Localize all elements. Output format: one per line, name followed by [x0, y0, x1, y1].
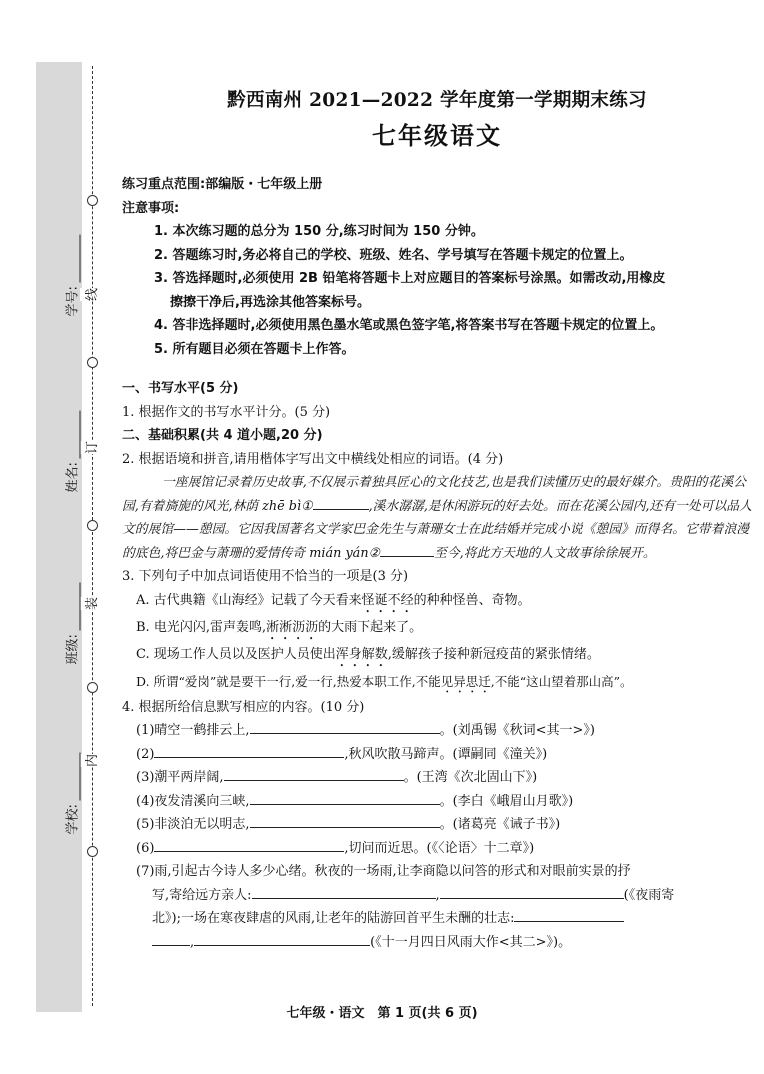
note-item: 3. 答选择题时,必须使用 2B 铅笔将答题卡上对应题目的答案标号涂黑。如需改动,用橡皮 [154, 271, 666, 286]
recite-item-7-line-3 [122, 907, 752, 931]
option-d[interactable] [122, 670, 752, 696]
dotted-word: 淅淅沥沥 [266, 619, 319, 635]
exam-title: 黔西南州 2021—2022 学年度第一学期期末练习 [227, 90, 647, 111]
field-underline [68, 234, 81, 282]
answer-blank[interactable] [313, 495, 369, 510]
hole-mark [87, 682, 98, 693]
note-item: 5. 所有题目必须在答题卡上作答。 [154, 341, 355, 357]
hole-mark [87, 195, 98, 206]
recite-item-5 [122, 813, 752, 837]
option-text: C. 现场工作人员以及医护人员使出 [136, 646, 336, 662]
exam-scope: 练习重点范围:部编版・七年级上册 [122, 177, 323, 192]
option-c[interactable] [122, 643, 752, 670]
recite-text: 。(李白《峨眉山月歌》) [439, 793, 574, 809]
field-underline [68, 582, 81, 630]
option-b[interactable] [122, 616, 752, 643]
recite-text: 。(王湾《次北固山下》) [403, 770, 538, 785]
student-id-field[interactable] [62, 227, 81, 317]
dotted-word: 见异思迁 [440, 673, 491, 689]
question-4: 4. 根据所给信息默写相应的内容。(10 分) [122, 699, 365, 715]
answer-blank[interactable] [250, 790, 440, 805]
field-label: 学校: [65, 804, 81, 835]
recite-text: (2) [136, 746, 155, 762]
name-field[interactable] [62, 403, 81, 493]
field-underline [68, 752, 81, 800]
exam-subtitle: 七年级语文 [372, 121, 502, 150]
answer-blank[interactable] [380, 542, 434, 557]
note-item: 擦擦干净后,再选涂其他答案标号。 [170, 294, 370, 310]
school-field[interactable] [62, 745, 81, 835]
cut-mark-ding: 订 [80, 441, 101, 454]
hole-mark [87, 846, 98, 857]
recite-text: (1)晴空一鹤排云上, [136, 723, 250, 738]
recite-text: (《夜雨寄 [623, 887, 675, 903]
recite-text: 北》);一场在寒夜肆虐的风雨,让老年的陆游回首平生未酬的壮志: [152, 911, 515, 926]
cut-mark-xian: 线 [80, 288, 101, 301]
recite-text: 写,寄给远方亲人: [152, 887, 252, 903]
answer-blank[interactable] [194, 931, 370, 946]
recite-item-6 [122, 837, 752, 861]
passage-text: 至今,将此方天地的人文故事徐徐展开。 [434, 545, 656, 561]
option-a[interactable] [122, 589, 752, 616]
question-1: 1. 根据作文的书写水平计分。(5 分) [122, 404, 331, 420]
passage-text: ,溪水潺潺,是休闲游玩的好去处。而在花溪公园内,还有一处可以品人文的展馆——憩园。它因我国著名文学家巴金先生与萧珊女士在此结婚并完成小说《憩园》而得名。它带着浪漫的底色,将巴金与萧珊的爱情传奇 mián yán② [122, 498, 752, 561]
notes-title: 注意事项: [122, 200, 180, 216]
cut-line [92, 66, 93, 1006]
option-text: ,不能“这山望着那山高”。 [490, 673, 633, 689]
option-text: D. 所谓“爱岗”就是要干一行,爱一行,热爱本职工作,不能 [136, 673, 441, 689]
recite-text: , [190, 934, 195, 950]
field-label: 学号: [65, 286, 81, 317]
dotted-word: 浑身解数 [335, 646, 388, 662]
cut-mark-nei: 内 [80, 754, 101, 767]
answer-blank[interactable] [514, 907, 624, 922]
note-item: 2. 答题练习时,务必将自己的学校、班级、姓名、学号填写在答题卡规定的位置上。 [154, 247, 633, 263]
question-2-passage [122, 471, 752, 565]
answer-blank[interactable] [252, 884, 436, 899]
note-item: 4. 答非选择题时,必须使用黑色墨水笔或黑色签字笔,将答案书写在答题卡规定的位置上。 [154, 318, 664, 333]
recite-item-7: (7)雨,引起古今诗人多少心绪。秋夜的一场雨,让李商隐以问答的形式和对眼前实景的抒 [136, 864, 631, 879]
recite-text: ,切问而近思。(《〈论语〉十二章》) [344, 840, 535, 856]
answer-blank[interactable] [250, 719, 440, 734]
recite-text: , [435, 887, 440, 903]
answer-blank[interactable] [250, 813, 440, 828]
recite-item-3 [122, 766, 752, 790]
recite-text: (6) [136, 840, 155, 856]
option-text: 的大雨下起来了。 [318, 619, 423, 635]
recite-item-7-line-4 [122, 931, 752, 955]
question-2: 2. 根据语境和拼音,请用楷体字写出文中横线处相应的词语。(4 分) [122, 451, 504, 467]
recite-item-2 [122, 743, 752, 767]
page-footer: 七年级・语文 第 1 页(共 6 页) [286, 1006, 478, 1021]
answer-blank[interactable] [224, 766, 404, 781]
recite-text: (5)非淡泊无以明志, [136, 817, 250, 832]
recite-text: (3)潮平两岸阔, [136, 770, 224, 785]
cut-mark-zhuang: 装 [80, 597, 101, 610]
answer-blank[interactable] [152, 931, 190, 946]
recite-text: 。(刘禹锡《秋词<其一>》) [439, 723, 595, 738]
passage-text: 一座展馆记录着历史故事,不仅展示着独具匠心的文化技艺,也是我们读懂历史的最好媒介。贵阳的花溪公园,有着旖旎的风光,林荫 zhē bì① [122, 475, 746, 514]
recite-item-1 [122, 719, 752, 743]
hole-mark [87, 357, 98, 368]
exam-content [122, 86, 752, 954]
field-label: 姓名: [65, 462, 81, 493]
binding-margin [36, 62, 82, 1012]
option-text: B. 电光闪闪,雷声轰鸣, [136, 619, 267, 635]
recite-text: 。(诸葛亮《诫子书》) [439, 817, 561, 832]
recite-text: ,秋风吹散马蹄声。(谭嗣同《潼关》) [344, 746, 548, 762]
option-text: A. 古代典籍《山海经》记载了今天看来 [136, 592, 362, 608]
field-underline [68, 410, 81, 458]
section-1-title: 一、书写水平(5 分) [122, 381, 239, 396]
option-text: 的种种怪兽、奇物。 [413, 592, 531, 608]
recite-item-7-line-2 [122, 884, 752, 908]
question-3: 3. 下列句子中加点词语使用不恰当的一项是(3 分) [122, 569, 409, 584]
option-text: ,缓解孩子接种新冠疫苗的紧张情绪。 [387, 646, 600, 662]
answer-blank[interactable] [154, 837, 344, 852]
recite-text: (4)夜发清溪向三峡, [136, 793, 250, 809]
class-field[interactable] [62, 575, 81, 665]
recite-text: (《十一月四日风雨大作<其二>》)。 [370, 934, 572, 950]
answer-blank[interactable] [440, 884, 624, 899]
answer-blank[interactable] [154, 743, 344, 758]
dotted-word: 怪诞不经 [361, 592, 414, 608]
note-item: 1. 本次练习题的总分为 150 分,练习时间为 150 分钟。 [154, 224, 484, 239]
field-label: 班级: [65, 634, 81, 665]
section-2-title: 二、基础积累(共 4 道小题,20 分) [122, 428, 323, 443]
hole-mark [87, 520, 98, 531]
recite-item-4 [122, 790, 752, 814]
